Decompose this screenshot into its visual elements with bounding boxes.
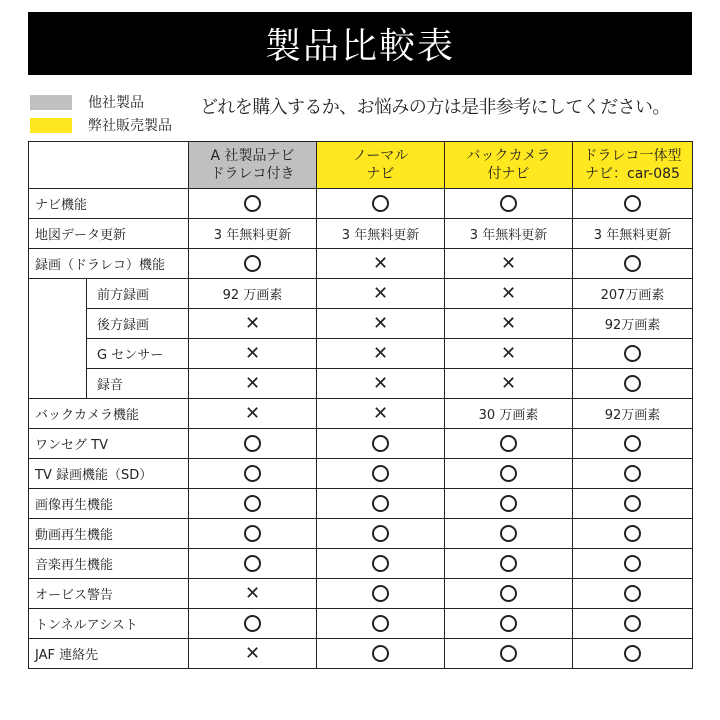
circle-icon <box>500 525 517 542</box>
cell-yes <box>189 249 317 279</box>
cell-yes <box>445 459 573 489</box>
cell-yes <box>573 339 693 369</box>
cell-value: 3 年無料更新 <box>573 219 693 249</box>
circle-icon <box>500 615 517 632</box>
cell-value: 92万画素 <box>573 309 693 339</box>
cell-yes <box>189 549 317 579</box>
row-label: 動画再生機能 <box>29 519 189 549</box>
row-label: バックカメラ機能 <box>29 399 189 429</box>
row-label: G センサー <box>87 339 189 369</box>
row-label: オービス警告 <box>29 579 189 609</box>
circle-icon <box>624 375 641 392</box>
cell-yes <box>573 459 693 489</box>
circle-icon <box>624 255 641 272</box>
cell-yes <box>317 609 445 639</box>
cross-icon: ✕ <box>244 342 261 364</box>
cell-no <box>189 309 317 339</box>
cell-no <box>317 249 445 279</box>
page-title: 製品比較表 <box>28 12 692 75</box>
column-header-line: A 社製品ナビ <box>210 148 295 164</box>
cell-yes <box>445 549 573 579</box>
circle-icon <box>372 615 389 632</box>
circle-icon <box>372 555 389 572</box>
table-row <box>29 459 693 489</box>
circle-icon <box>244 495 261 512</box>
cell-yes <box>317 639 445 669</box>
cell-value: 92 万画素 <box>189 279 317 309</box>
table-row <box>29 609 693 639</box>
table-row <box>29 249 693 279</box>
table-row <box>29 489 693 519</box>
row-label: 前方録画 <box>87 279 189 309</box>
table-row <box>29 339 693 369</box>
cross-icon: ✕ <box>500 282 517 304</box>
circle-icon <box>372 525 389 542</box>
circle-icon <box>500 195 517 212</box>
comparison-table <box>28 141 693 669</box>
legend-ours <box>30 115 172 135</box>
group-spacer <box>29 279 87 399</box>
cell-yes <box>189 489 317 519</box>
legend-label: 他社製品 <box>88 95 144 111</box>
circle-icon <box>372 585 389 602</box>
cell-yes <box>189 429 317 459</box>
cross-icon: ✕ <box>372 402 389 424</box>
circle-icon <box>624 435 641 452</box>
cell-no <box>189 399 317 429</box>
cross-icon: ✕ <box>372 312 389 334</box>
column-header-line: ドラレコ一体型 <box>583 148 682 164</box>
column-header <box>317 142 445 189</box>
cell-no <box>317 279 445 309</box>
circle-icon <box>500 555 517 572</box>
row-label: TV 録画機能（SD） <box>29 459 189 489</box>
circle-icon <box>624 555 641 572</box>
cell-value: 3 年無料更新 <box>445 219 573 249</box>
circle-icon <box>624 615 641 632</box>
cell-yes <box>189 459 317 489</box>
cell-value: 3 年無料更新 <box>189 219 317 249</box>
table-row <box>29 369 693 399</box>
column-header-line: 付ナビ <box>487 166 530 182</box>
cell-no <box>317 339 445 369</box>
column-header-line: ドラレコ付き <box>210 166 295 182</box>
cross-icon: ✕ <box>500 312 517 334</box>
circle-icon <box>244 195 261 212</box>
row-label: ワンセグ TV <box>29 429 189 459</box>
circle-icon <box>500 435 517 452</box>
cell-value: 92万画素 <box>573 399 693 429</box>
cross-icon: ✕ <box>372 342 389 364</box>
column-header-line: ナビ：car-085 <box>585 166 680 182</box>
circle-icon <box>372 465 389 482</box>
circle-icon <box>244 555 261 572</box>
cell-no <box>445 339 573 369</box>
table-row <box>29 309 693 339</box>
cross-icon: ✕ <box>244 642 261 664</box>
cell-yes <box>189 609 317 639</box>
cell-yes <box>445 519 573 549</box>
table-row <box>29 219 693 249</box>
cell-yes <box>317 579 445 609</box>
table-row <box>29 429 693 459</box>
cross-icon: ✕ <box>244 402 261 424</box>
row-label: 後方録画 <box>87 309 189 339</box>
circle-icon <box>372 195 389 212</box>
cell-yes <box>445 579 573 609</box>
circle-icon <box>372 435 389 452</box>
cell-yes <box>317 459 445 489</box>
column-header-line: ナビ <box>366 166 395 182</box>
table-row <box>29 189 693 219</box>
cross-icon: ✕ <box>372 282 389 304</box>
cell-no <box>189 639 317 669</box>
row-label: JAF 連絡先 <box>29 639 189 669</box>
cell-no <box>317 399 445 429</box>
row-label: 音楽再生機能 <box>29 549 189 579</box>
circle-icon <box>624 585 641 602</box>
cell-yes <box>573 249 693 279</box>
circle-icon <box>244 525 261 542</box>
circle-icon <box>500 465 517 482</box>
table-row <box>29 579 693 609</box>
cell-no <box>317 309 445 339</box>
circle-icon <box>624 195 641 212</box>
cell-yes <box>445 489 573 519</box>
column-header <box>445 142 573 189</box>
cell-yes <box>317 549 445 579</box>
cell-yes <box>573 429 693 459</box>
cell-yes <box>573 489 693 519</box>
circle-icon <box>244 465 261 482</box>
cell-yes <box>317 189 445 219</box>
column-header <box>189 142 317 189</box>
row-label: 録音 <box>87 369 189 399</box>
cell-no <box>189 579 317 609</box>
cell-value: 30 万画素 <box>445 399 573 429</box>
cross-icon: ✕ <box>244 372 261 394</box>
circle-icon <box>372 645 389 662</box>
legend-other <box>30 92 144 112</box>
cross-icon: ✕ <box>372 372 389 394</box>
column-header-line: バックカメラ <box>466 148 551 164</box>
cross-icon: ✕ <box>500 342 517 364</box>
cross-icon: ✕ <box>500 372 517 394</box>
row-label: 画像再生機能 <box>29 489 189 519</box>
circle-icon <box>500 585 517 602</box>
cell-yes <box>573 609 693 639</box>
circle-icon <box>244 435 261 452</box>
cell-yes <box>573 369 693 399</box>
cell-yes <box>573 549 693 579</box>
cell-value: 3 年無料更新 <box>317 219 445 249</box>
tagline: どれを購入するか、お悩みの方は是非参考にしてください。 <box>200 97 670 118</box>
circle-icon <box>624 465 641 482</box>
table-row <box>29 279 693 309</box>
cell-no <box>189 339 317 369</box>
circle-icon <box>624 495 641 512</box>
cell-yes <box>189 519 317 549</box>
circle-icon <box>624 525 641 542</box>
row-label: 録画（ドラレコ）機能 <box>29 249 189 279</box>
cell-value: 207万画素 <box>573 279 693 309</box>
legend-swatch-gray <box>30 95 72 110</box>
cell-yes <box>445 639 573 669</box>
cell-yes <box>573 639 693 669</box>
table-row <box>29 399 693 429</box>
cell-no <box>445 279 573 309</box>
column-header-line: ノーマル <box>352 148 409 164</box>
cell-yes <box>445 609 573 639</box>
legend-label: 弊社販売製品 <box>88 118 172 134</box>
cell-no <box>189 369 317 399</box>
cell-no <box>445 369 573 399</box>
cross-icon: ✕ <box>244 582 261 604</box>
cell-yes <box>573 579 693 609</box>
cell-no <box>317 369 445 399</box>
cell-yes <box>445 429 573 459</box>
circle-icon <box>244 255 261 272</box>
circle-icon <box>372 495 389 512</box>
circle-icon <box>500 645 517 662</box>
column-header <box>573 142 693 189</box>
row-label: 地図データ更新 <box>29 219 189 249</box>
cell-yes <box>317 519 445 549</box>
cell-yes <box>317 429 445 459</box>
circle-icon <box>500 495 517 512</box>
cell-yes <box>317 489 445 519</box>
row-label: ナビ機能 <box>29 189 189 219</box>
row-label: トンネルアシスト <box>29 609 189 639</box>
cell-yes <box>189 189 317 219</box>
cell-no <box>445 309 573 339</box>
circle-icon <box>244 615 261 632</box>
cell-yes <box>445 189 573 219</box>
cross-icon: ✕ <box>244 312 261 334</box>
cell-yes <box>573 189 693 219</box>
cross-icon: ✕ <box>372 252 389 274</box>
circle-icon <box>624 345 641 362</box>
cross-icon: ✕ <box>500 252 517 274</box>
legend-swatch-yellow <box>30 118 72 133</box>
table-row <box>29 549 693 579</box>
circle-icon <box>624 645 641 662</box>
table-row <box>29 519 693 549</box>
table-row <box>29 639 693 669</box>
cell-no <box>445 249 573 279</box>
header-empty <box>29 142 189 189</box>
cell-yes <box>573 519 693 549</box>
